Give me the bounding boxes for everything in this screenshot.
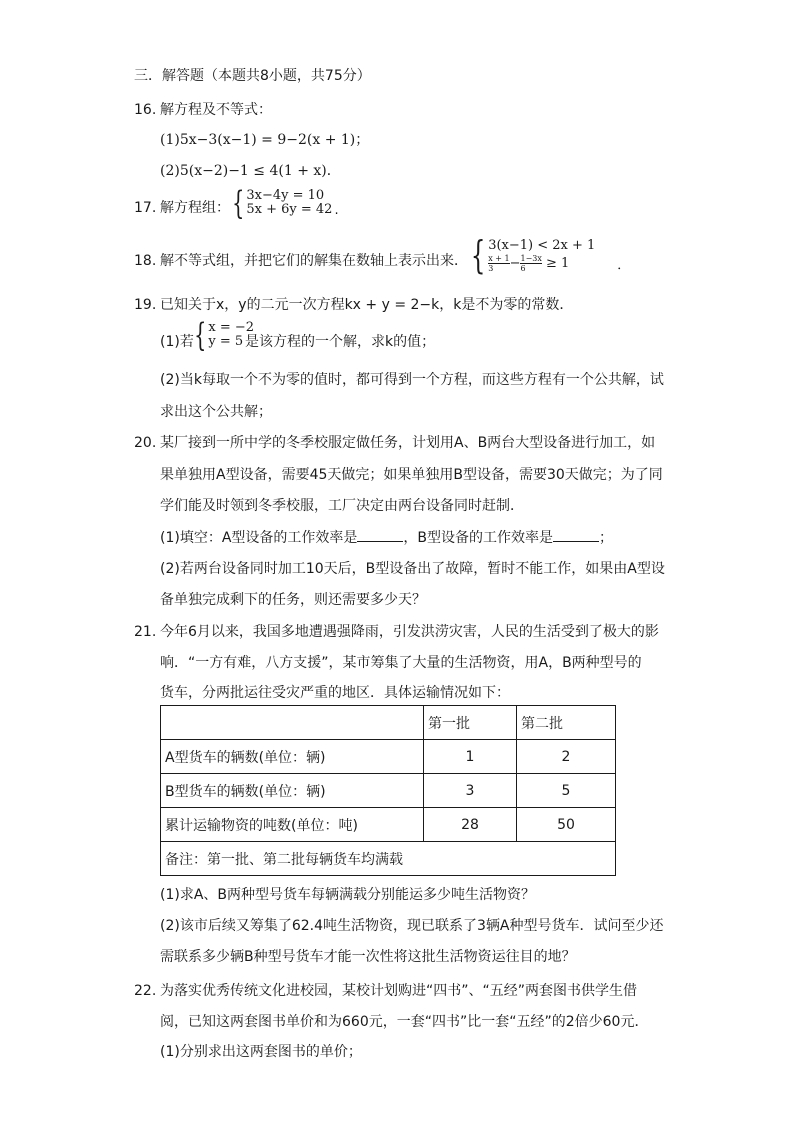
question-number-18: 18. [134, 253, 157, 269]
table-header-cell [161, 706, 424, 740]
question-18-inequality-system [466, 232, 631, 277]
question-22-line-1: 为落实优秀传统文化进校园，某校计划购进“四书”、“五经”两套图书供学生借 [160, 983, 638, 999]
question-number-21: 21. [134, 624, 157, 640]
question-19-part-2-line-1: (2)当k每取一个不为零的值时，都可得到一个方程，而这些方程有一个公共解，试 [160, 372, 664, 388]
question-19-part-1-tail: 是该方程的一个解，求k的值； [245, 334, 436, 350]
question-20-line-3: 学们能及时领到冬季校服，工厂决定由两台设备同时赶制． [160, 498, 524, 514]
answer-blank-a[interactable] [357, 529, 403, 542]
equation-2: 5x + 6y = 42 [246, 202, 333, 217]
period: ． [617, 258, 631, 273]
question-21-line-1: 今年6月以来，我国多地遭遇强降雨，引发洪涝灾害，人民的生活受到了极大的影 [160, 624, 659, 640]
table-row [161, 774, 616, 808]
table-cell: 1 [424, 740, 517, 774]
fraction-1: $\frac{x + 1}{3}$ [488, 253, 510, 273]
question-17-text: 解方程组： [160, 200, 230, 216]
question-number-17: 17. [134, 200, 157, 216]
table-cell: 28 [424, 808, 517, 842]
brace-icon: { [194, 316, 207, 354]
transport-table [160, 705, 616, 876]
question-19-text: 已知关于x，y的二元一次方程kx + y = 2−k，k是不为零的常数． [160, 297, 574, 313]
question-19-part-2-line-2: 求出这个公共解； [160, 404, 272, 420]
table-cell: 累计运输物资的吨数(单位：吨) [161, 808, 424, 842]
inequality-2: $\frac{x + 1}{3}$ − $\frac{1-3x}{6}$ ≥ 1 [488, 253, 570, 273]
answer-blank-b[interactable] [553, 529, 599, 542]
question-16-part-1: (1)5x−3(x−1) = 9−2(x + 1)； [160, 132, 370, 148]
table-cell: A型货车的辆数(单位：辆) [161, 740, 424, 774]
question-20-part-2-line-1: (2)若两台设备同时加工10天后，B型设备出了故障，暂时不能工作，如果由A型设 [160, 561, 665, 577]
table-cell: 50 [517, 808, 616, 842]
table-cell: 2 [517, 740, 616, 774]
inequality-1: 3(x−1) < 2x + 1 [488, 237, 596, 253]
question-16-part-2: (2)5(x−2)−1 ≤ 4(1 + x)． [160, 163, 341, 179]
question-19-part-1: (1)若 [160, 334, 194, 350]
table-cell: 5 [517, 774, 616, 808]
question-22-part-1: (1)分别求出这两套图书的单价； [160, 1044, 362, 1060]
period: . [334, 202, 339, 218]
table-header-cell: 第一批 [424, 706, 517, 740]
question-number-22: 22. [134, 983, 157, 999]
question-20-line-1: 某厂接到一所中学的冬季校服定做任务，计划用A、B两台大型设备进行加工，如 [160, 435, 656, 451]
question-22-line-2: 阅，已知这两套图书单价和为660元，一套“四书”比一套“五经”的2倍少60元． [160, 1014, 649, 1030]
question-20-part-2-line-2: 备单独完成剩下的任务，则还需要多少天？ [160, 592, 426, 608]
question-18-text: 解不等式组，并把它们的解集在数轴上表示出来． [160, 253, 468, 269]
question-21-line-2: 响．“一方有难，八方支援”，某市筹集了大量的生活物资，用A，B两种型号的 [160, 655, 642, 671]
section-header: 三．解答题（本题共8小题，共75分） [134, 68, 371, 84]
brace-icon: { [470, 232, 486, 277]
brace-icon: { [232, 184, 245, 222]
table-header-row [161, 706, 616, 740]
table-note-row [161, 842, 616, 876]
question-21-part-1: (1)求A、B两种型号货车每辆满载分别能运多少吨生活物资？ [160, 887, 536, 903]
question-21-part-2-line-2: 需联系多少辆B种型号货车才能一次性将这批生活物资运往目的地？ [160, 949, 576, 965]
question-16-text: 解方程及不等式： [160, 102, 272, 118]
question-number-20: 20. [134, 435, 157, 451]
table-row [161, 740, 616, 774]
question-21-part-2-line-1: (2)该市后续又筹集了62.4吨生活物资，现已联系了3辆A种型号货车．试问至少还 [160, 918, 664, 934]
equation-1: 3x−4y = 10 [246, 188, 325, 203]
question-number-16: 16. [134, 102, 157, 118]
question-21-line-3: 货车，分两批运往受灾严重的地区．具体运输情况如下： [160, 685, 510, 701]
question-number-19: 19. [134, 297, 157, 313]
fraction-2: $\frac{1-3x}{6}$ [520, 253, 542, 273]
table-row [161, 808, 616, 842]
x-value: x = −2 [208, 320, 255, 335]
y-value: y = 5 [208, 334, 244, 349]
table-note: 备注：第一批、第二批每辆货车均满载 [161, 842, 616, 876]
question-17-equation-system [228, 184, 339, 222]
question-20-line-2: 果单独用A型设备，需要45天做完；如果单独用B型设备，需要30天做完；为了同 [160, 467, 663, 483]
question-20-part-1: (1)填空：A型设备的工作效率是 ，B型设备的工作效率是 ； [160, 530, 614, 546]
table-cell: 3 [424, 774, 517, 808]
table-header-cell: 第二批 [517, 706, 616, 740]
table-cell: B型货车的辆数(单位：辆) [161, 774, 424, 808]
